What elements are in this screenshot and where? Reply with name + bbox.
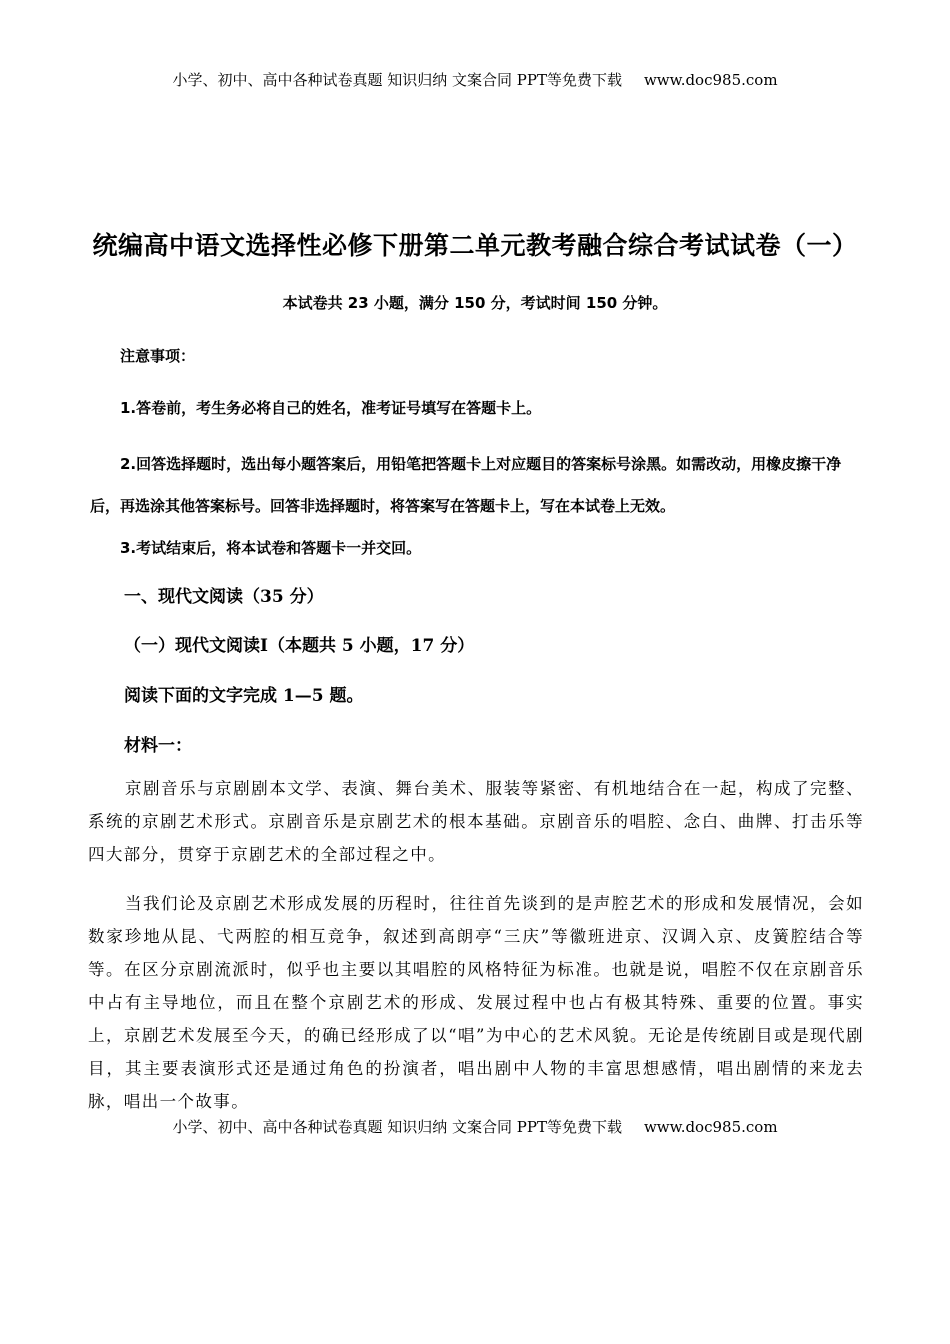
notice-heading: 注意事项： [120,347,196,365]
footer-url[interactable]: www.doc985.com [643,1118,778,1136]
page-header [0,69,950,90]
exam-title: 统编高中语文选择性必修下册第二单元教考融合综合考试试卷（一） [92,231,858,260]
section-instruction: 阅读下面的文字完成 1—5 题。 [124,686,364,706]
header-url[interactable]: www.doc985.com [643,71,778,89]
section-subheading: （一）现代文阅读Ⅰ（本题共 5 小题，17 分） [124,636,475,656]
notice-item-1: 1.答卷前，考生务必将自己的姓名，准考证号填写在答题卡上。 [120,399,542,417]
notice-item-2: 2.回答选择题时，选出每小题答案后，用铅笔把答题卡上对应题目的答案标号涂黑。如需改动，用橡皮擦干净后，再选涂其他答案标号。回答非选择题时，将答案写在答题卡上，写在本试卷上无效。 [90,455,842,515]
header-text: 小学、初中、高中各种试卷真题 知识归纳 文案合同 PPT等免费下载 [172,71,622,89]
material-label: 材料一： [124,736,192,756]
paragraph-2: 当我们论及京剧艺术形成发展的历程时，往往首先谈到的是声腔艺术的形成和发展情况，会如数家珍地从昆、弋两腔的相互竞争，叙述到高朗亭“三庆”等徽班进京、汉调入京、皮簧腔结合等等。在区分京剧流派时，似乎也主要以其唱腔的风格特征为标准。也就是说，唱腔不仅在京剧音乐中占有主导地位，而且在整个京剧艺术的形成、发展过程中也占有极其特殊、重要的位置。事实上，京剧艺术发展至今天，的确已经形成了以“唱”为中心的艺术风貌。无论是传统剧目或是现代剧目，其主要表演形式还是通过角色的扮演者，唱出剧中人物的丰富思想感情，唱出剧情的来龙去脉，唱出一个故事。 [88,894,864,1111]
section-heading: 一、现代文阅读（35 分） [124,587,324,607]
footer-text: 小学、初中、高中各种试卷真题 知识归纳 文案合同 PPT等免费下载 [172,1118,622,1136]
page-footer [0,1116,950,1137]
exam-subtitle: 本试卷共 23 小题，满分 150 分，考试时间 150 分钟。 [282,294,668,312]
notice-item-3: 3.考试结束后，将本试卷和答题卡一并交回。 [120,539,422,557]
paragraph-1: 京剧音乐与京剧剧本文学、表演、舞台美术、服装等紧密、有机地结合在一起，构成了完整、系统的京剧艺术形式。京剧音乐是京剧艺术的根本基础。京剧音乐的唱腔、念白、曲牌、打击乐等四大部分，贯穿于京剧艺术的全部过程之中。 [88,779,864,864]
